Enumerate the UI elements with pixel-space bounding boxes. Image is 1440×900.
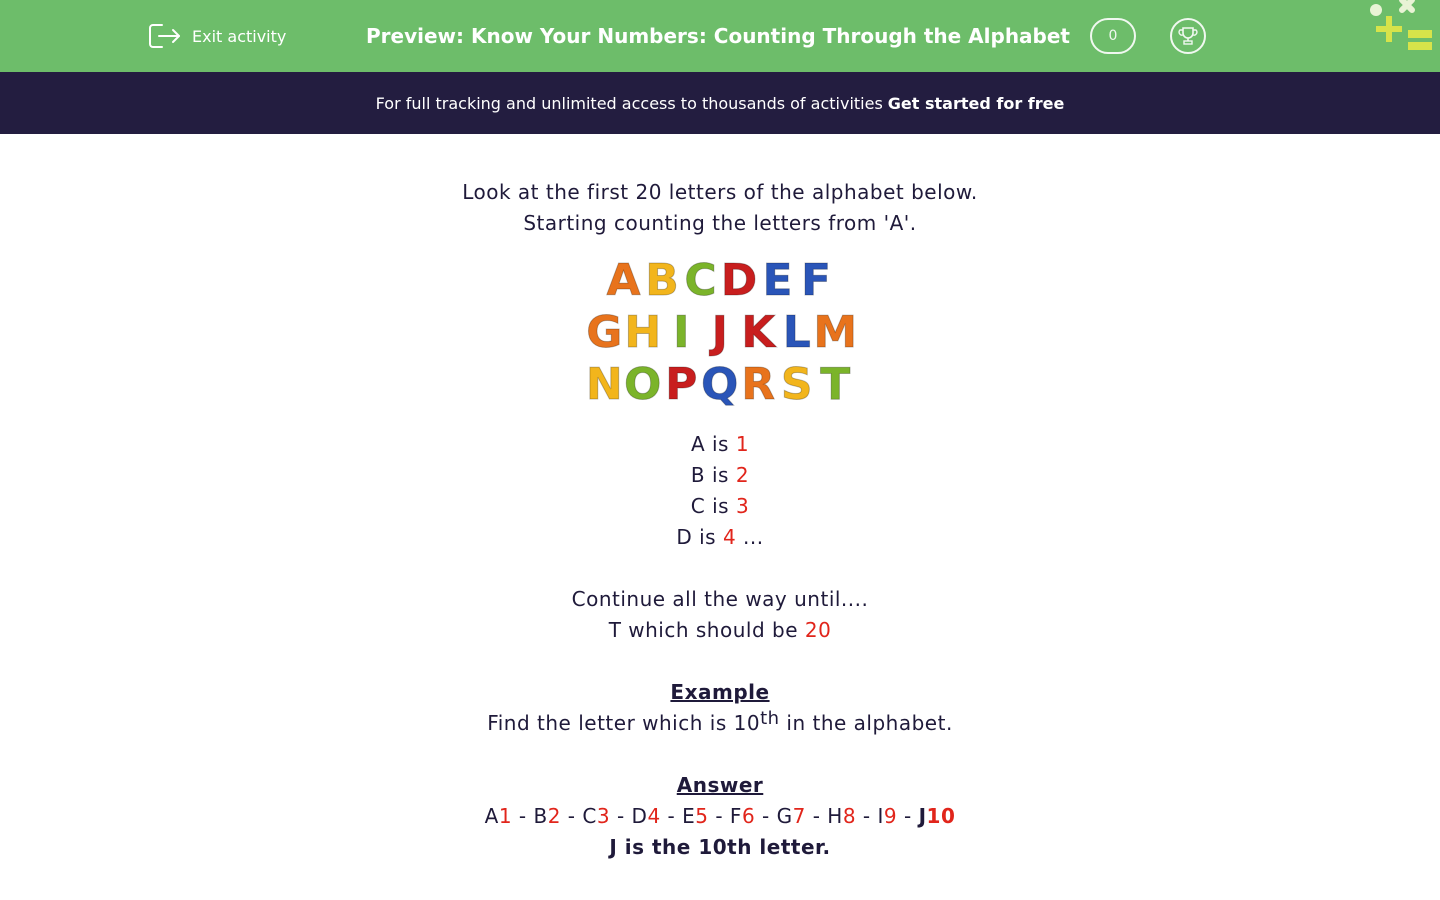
example-text: D is bbox=[676, 525, 723, 549]
answer-separator: - bbox=[660, 804, 683, 828]
answer-number: 3 bbox=[596, 804, 611, 828]
alphabet-letter: H bbox=[624, 307, 662, 358]
t-text: T which should be bbox=[608, 618, 805, 642]
alphabet-letter: P bbox=[665, 359, 698, 410]
example-number: 3 bbox=[735, 494, 750, 518]
answer-letter: F bbox=[729, 804, 742, 828]
alphabet-letters-image bbox=[580, 253, 860, 413]
example-prefix: Find the letter which is 10 bbox=[487, 711, 761, 735]
answer-separator: - bbox=[610, 804, 632, 828]
alphabet-letter: A bbox=[606, 255, 642, 306]
example-text: A is bbox=[690, 432, 736, 456]
alphabet-letter: G bbox=[586, 307, 623, 358]
signup-banner bbox=[0, 72, 1440, 134]
example-superscript: th bbox=[760, 708, 780, 729]
score-badge: 0 bbox=[1090, 18, 1136, 54]
answer-separator: - bbox=[512, 804, 534, 828]
answer-separator: - bbox=[560, 804, 583, 828]
answer-sequence bbox=[0, 801, 1440, 832]
alphabet-letter: S bbox=[780, 359, 814, 410]
example-question bbox=[0, 708, 1440, 739]
alphabet-letter: C bbox=[684, 255, 718, 306]
answer-number: 4 bbox=[647, 804, 661, 828]
example-number: 4 bbox=[722, 525, 737, 549]
example-number: 1 bbox=[735, 432, 750, 456]
answer-number: 8 bbox=[842, 804, 857, 828]
answer-letter: H bbox=[827, 804, 843, 828]
alphabet-letter: Q bbox=[701, 359, 739, 410]
exit-activity-button[interactable] bbox=[148, 18, 286, 54]
example-line-b bbox=[0, 460, 1440, 491]
answer-number: 2 bbox=[547, 804, 561, 828]
alphabet-letter: I bbox=[673, 307, 690, 358]
answer-letter: C bbox=[582, 804, 597, 828]
question-content bbox=[0, 177, 1440, 863]
answer-letter: I bbox=[877, 804, 884, 828]
activity-title: Preview: Know Your Numbers: Counting Through the Alphabet bbox=[366, 24, 1070, 48]
example-suffix-text: in the alphabet. bbox=[779, 711, 953, 735]
example-text: B is bbox=[690, 463, 736, 487]
answer-letter: A bbox=[484, 804, 499, 828]
banner-text: For full tracking and unlimited access to thousands of activities bbox=[375, 93, 883, 113]
example-line-a bbox=[0, 429, 1440, 460]
answer-letter: G bbox=[776, 804, 793, 828]
example-suffix: ... bbox=[736, 525, 764, 549]
top-bar bbox=[0, 0, 1440, 72]
brand-logo-icon bbox=[1364, 0, 1440, 60]
exit-icon bbox=[148, 22, 182, 50]
answer-heading-text: Answer bbox=[676, 773, 764, 797]
trophy-icon bbox=[1178, 26, 1198, 46]
answer-heading bbox=[0, 770, 1440, 801]
example-heading-text: Example bbox=[670, 680, 770, 704]
alphabet-letter: N bbox=[585, 359, 624, 410]
example-heading bbox=[0, 677, 1440, 708]
answer-number: 5 bbox=[695, 804, 709, 828]
alphabet-letter: F bbox=[800, 255, 832, 306]
alphabet-letter: K bbox=[741, 307, 776, 358]
example-line-c bbox=[0, 491, 1440, 522]
alphabet-letter: L bbox=[782, 307, 812, 358]
alphabet-letter: M bbox=[813, 307, 858, 358]
alphabet-letter: O bbox=[624, 359, 662, 410]
answer-number: 6 bbox=[741, 804, 756, 828]
answer-letter: J bbox=[918, 804, 927, 828]
example-text: C is bbox=[690, 494, 736, 518]
trophy-button[interactable] bbox=[1170, 18, 1206, 54]
example-number: 2 bbox=[735, 463, 750, 487]
t-number: 20 bbox=[804, 618, 832, 642]
answer-number: 7 bbox=[792, 804, 806, 828]
get-started-link[interactable]: Get started for free bbox=[887, 93, 1065, 113]
answer-conclusion: J is the 10th letter. bbox=[609, 835, 831, 859]
answer-letter: B bbox=[533, 804, 548, 828]
answer-separator: - bbox=[755, 804, 777, 828]
answer-separator: - bbox=[805, 804, 828, 828]
answer-separator: - bbox=[856, 804, 878, 828]
alphabet-letter: E bbox=[762, 255, 794, 306]
answer-number: 1 bbox=[498, 804, 513, 828]
answer-separator: - bbox=[708, 804, 730, 828]
exit-activity-label: Exit activity bbox=[192, 26, 287, 46]
answer-separator: - bbox=[897, 804, 919, 828]
instruction-line-1: Look at the first 20 letters of the alphabet below. bbox=[462, 180, 978, 204]
instruction-line-2: Starting counting the letters from 'A'. bbox=[523, 211, 917, 235]
alphabet-letter: R bbox=[741, 359, 776, 410]
answer-letter: D bbox=[631, 804, 648, 828]
answer-letter: E bbox=[682, 804, 696, 828]
alphabet-letter: D bbox=[720, 255, 758, 306]
answer-number: 9 bbox=[883, 804, 898, 828]
alphabet-letter: B bbox=[645, 255, 680, 306]
example-line-d bbox=[0, 522, 1440, 553]
counting-examples bbox=[0, 429, 1440, 553]
continue-text: Continue all the way until.... bbox=[571, 587, 869, 611]
answer-number: 10 bbox=[926, 804, 956, 828]
alphabet-letter: J bbox=[711, 307, 729, 358]
t-line bbox=[0, 615, 1440, 646]
alphabet-letter: T bbox=[820, 359, 851, 410]
